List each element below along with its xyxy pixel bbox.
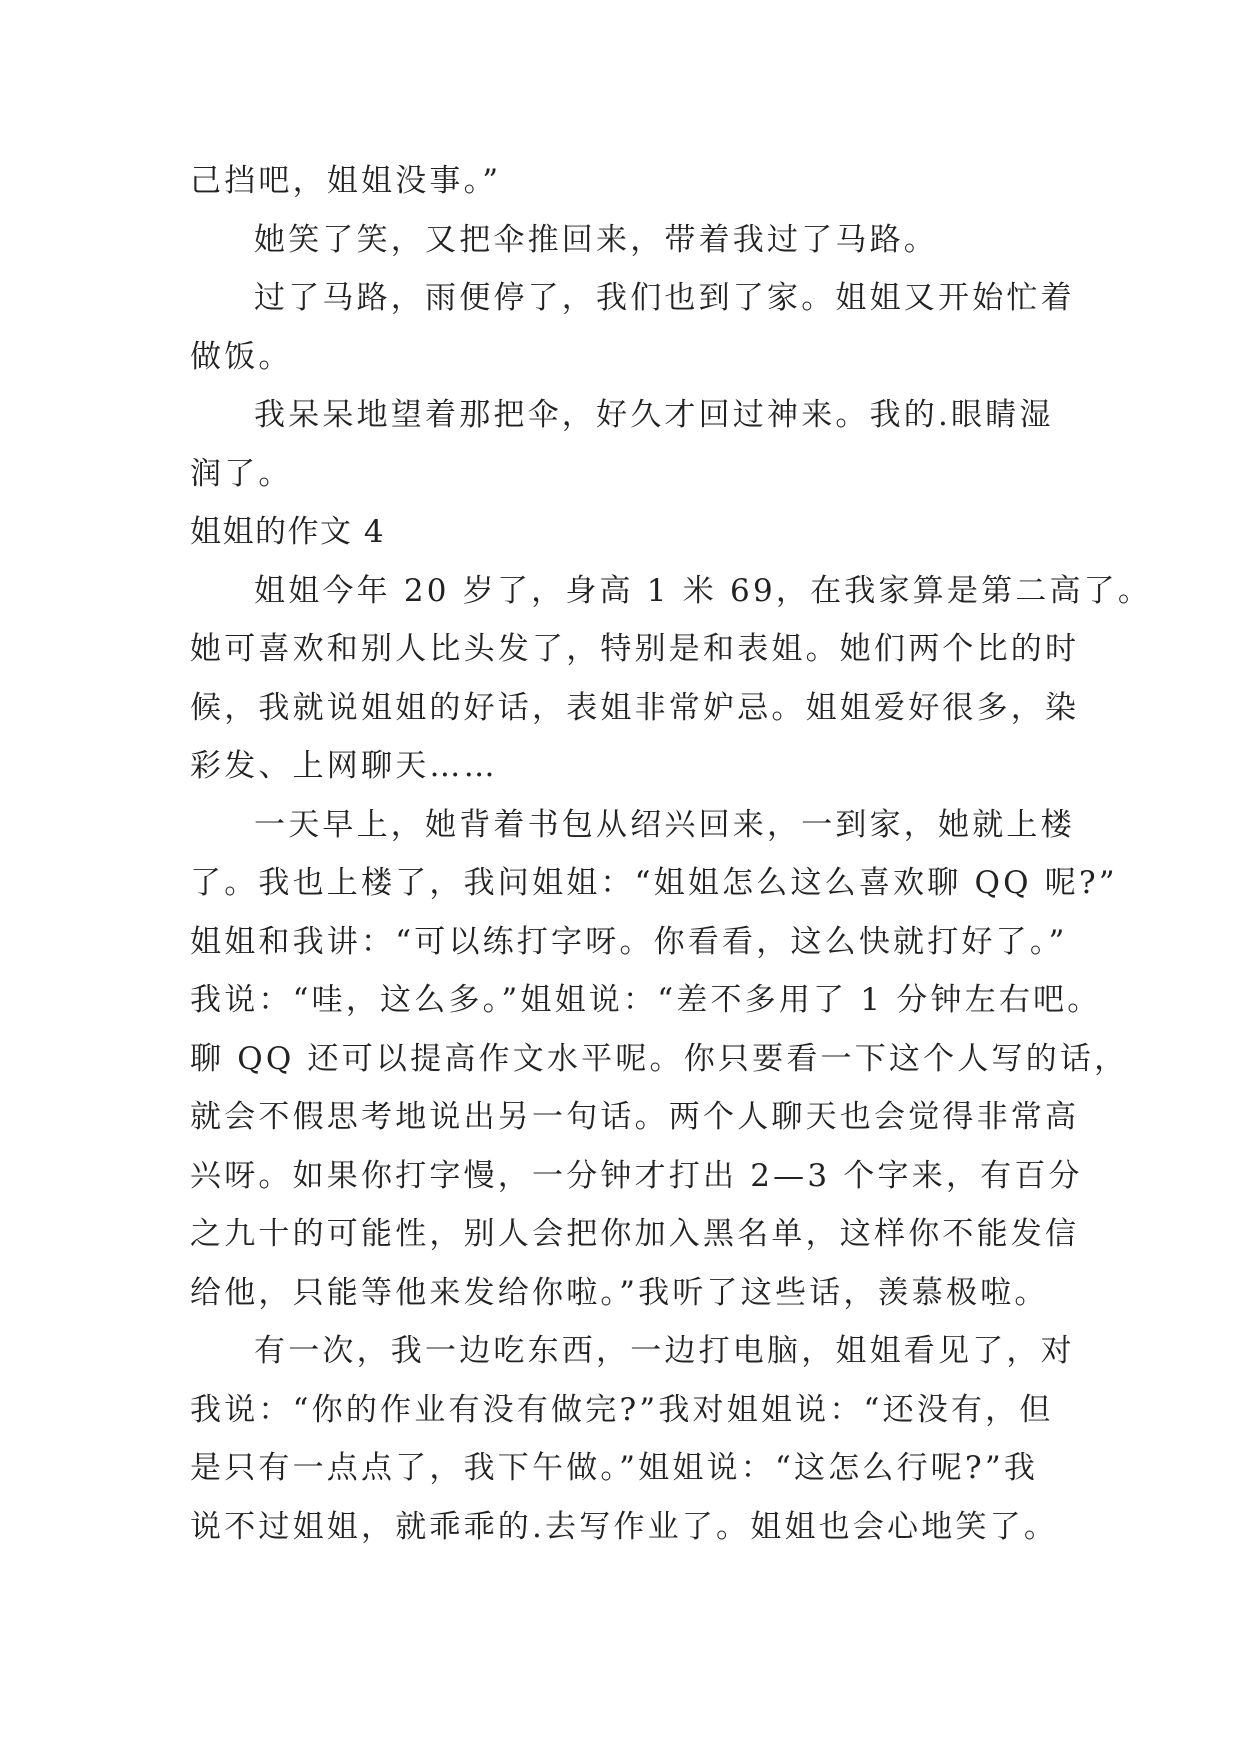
paragraph-first-line: 一天早上，她背着书包从绍兴回来，一到家，她就上楼 xyxy=(254,806,1075,843)
text-line: 之九十的可能性，别人会把你加入黑名单，这样你不能发信 xyxy=(190,1216,1080,1252)
text-line: 我说：“你的作业有没有做完?”我对姐姐说：“还没有，但 xyxy=(190,1391,1054,1428)
paragraph-first-line: 过了马路，雨便停了，我们也到了家。姐姐又开始忙着 xyxy=(254,280,1075,316)
paragraph-first-line: 她笑了笑，又把伞推回来，带着我过了马路。 xyxy=(254,221,938,258)
text-line: 就会不假思考地说出另一句话。两个人聊天也会觉得非常高 xyxy=(190,1099,1080,1135)
text-line: 是只有一点点了，我下午做。”姐姐说：“这怎么行呢?”我 xyxy=(190,1450,1039,1486)
paragraph-first-line: 姐姐今年 20 岁了，身高 1 米 69，在我家算是第二高了。 xyxy=(254,572,1153,609)
text-line: 我说：“哇，这么多。”姐姐说：“差不多用了 1 分钟左右吧。 xyxy=(190,982,1102,1018)
text-line: 聊 QQ 还可以提高作文水平呢。你只要看一下这个人写的话， xyxy=(190,1040,1129,1077)
text-line: 她可喜欢和别人比头发了，特别是和表姐。她们两个比的时 xyxy=(190,631,1080,667)
text-line: 彩发、上网聊天…… xyxy=(190,748,498,784)
text-line: 做饭。 xyxy=(190,338,293,375)
text-line: 兴呀。如果你打字慢，一分钟才打出 2—3 个字来，有百分 xyxy=(190,1157,1083,1194)
text-line: 给他，只能等他来发给你啦。”我听了这些话，羡慕极啦。 xyxy=(190,1274,1049,1311)
text-line: 己挡吧，姐姐没事。” xyxy=(190,163,502,199)
document-body xyxy=(190,152,1153,1556)
text-line: 了。我也上楼了，我问姐姐：“姐姐怎么这么喜欢聊 QQ 呢?” xyxy=(190,865,1118,901)
text-line: 说不过姐姐，就乖乖的.去写作业了。姐姐也会心地笑了。 xyxy=(190,1508,1059,1545)
section-heading: 姐姐的作文 4 xyxy=(190,514,386,550)
text-line: 候，我就说姐姐的好话，表姐非常妒忌。姐姐爱好很多，染 xyxy=(190,689,1080,726)
paragraph-first-line: 有一次，我一边吃东西，一边打电脑，姐姐看见了，对 xyxy=(254,1333,1075,1369)
text-line: 润了。 xyxy=(190,455,293,492)
paragraph-first-line: 我呆呆地望着那把伞，好久才回过神来。我的.眼睛湿 xyxy=(254,397,1054,433)
text-line: 姐姐和我讲：“可以练打字呀。你看看，这么快就打好了。” xyxy=(190,923,1068,960)
